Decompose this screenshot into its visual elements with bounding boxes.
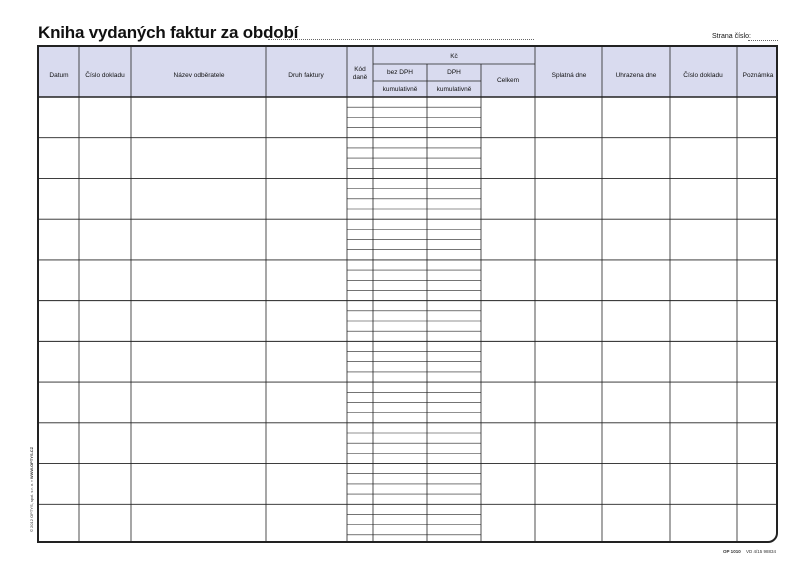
form-code bbox=[723, 549, 776, 554]
col-nazev-odberatele: Název odběratele bbox=[173, 72, 225, 79]
col-celkem: Celkem bbox=[496, 77, 520, 84]
col-uhrazena-dne: Uhrazena dne bbox=[615, 72, 657, 79]
form-title: Kniha vydaných faktur za období bbox=[38, 23, 299, 42]
invoice-ledger-table bbox=[37, 45, 778, 543]
col-kod-dane-line2: daně bbox=[352, 74, 368, 81]
publisher-web: WWW.OPTYS.CZ bbox=[29, 446, 34, 480]
publisher-imprint: © 2012 OPTYS, spol. s r. o. ▪ WWW.OPTYS.CZ bbox=[29, 446, 34, 532]
col-bez-dph: bez DPH bbox=[386, 69, 414, 76]
col-kc: Kč bbox=[450, 53, 458, 60]
period-fill-line[interactable] bbox=[268, 39, 534, 40]
col-kod-dane-line1: Kód bbox=[354, 66, 366, 73]
form-code-number: OP 1010 bbox=[723, 549, 741, 554]
col-druh-faktury: Druh faktury bbox=[288, 72, 324, 79]
ledger-grid bbox=[39, 47, 778, 543]
col-dph: DPH bbox=[447, 69, 461, 76]
col-cislo-dokladu-2: Číslo dokladu bbox=[683, 72, 723, 79]
page-number-label: Strana číslo: bbox=[712, 33, 751, 40]
col-kumulativne-dph: kumulativně bbox=[436, 86, 472, 93]
copyright-text: © 2012 OPTYS, spol. s r. o. bbox=[29, 482, 34, 532]
col-splatna-dne: Splatná dne bbox=[551, 72, 587, 79]
form-code-extra: VD 4/15 98834 bbox=[745, 549, 776, 554]
page-number-fill-line[interactable] bbox=[748, 40, 778, 41]
col-poznamka: Poznámka bbox=[742, 72, 774, 79]
col-kumulativne-bez-dph: kumulativně bbox=[382, 86, 418, 93]
col-datum: Datum bbox=[49, 72, 69, 79]
col-cislo-dokladu: Číslo dokladu bbox=[85, 72, 125, 79]
